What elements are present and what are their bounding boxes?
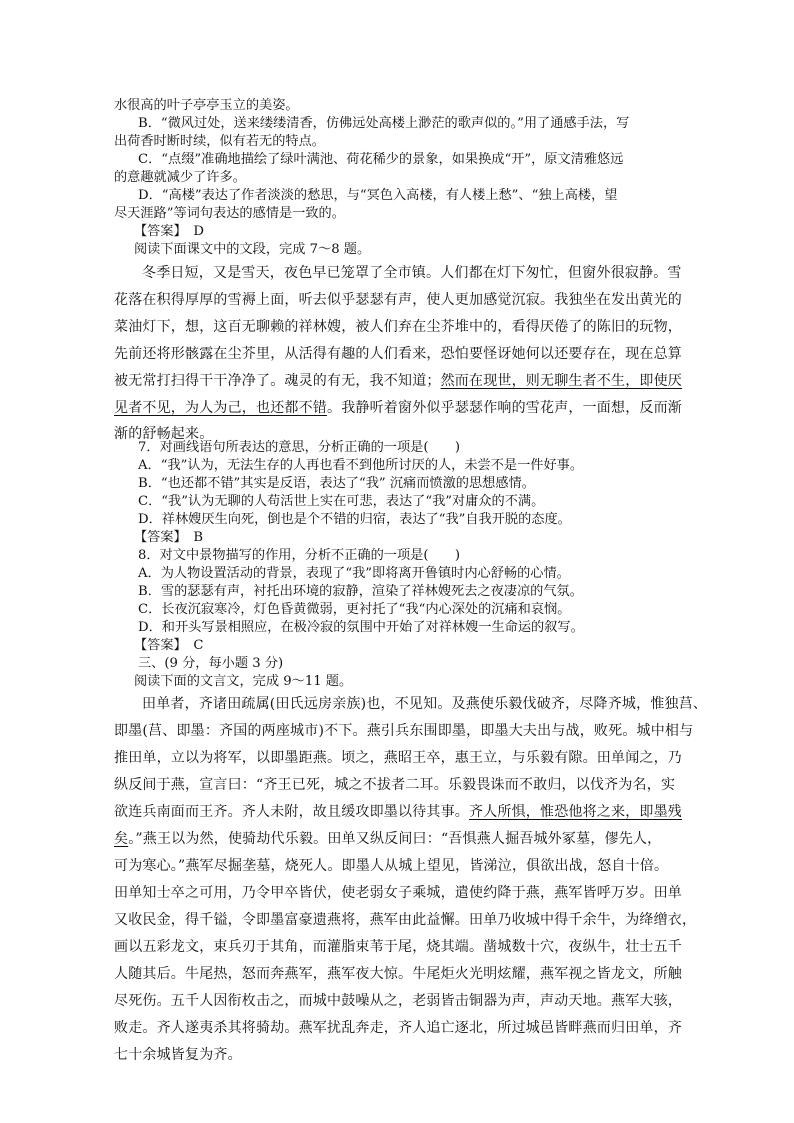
section3-intro: 阅读下面的文言文，完成 9～11 题。: [134, 674, 353, 689]
passage1-line: [114, 368, 682, 394]
classical-text-line: 田单知士卒之可用，乃令甲卒皆伏，使老弱女子乘城，遣使约降于燕，燕军皆呼万岁。田单: [114, 885, 682, 901]
q6-answer: 【答案】 D: [134, 224, 204, 239]
passage1-line: 菜油灯下，想，这百无聊赖的祥林嫂，被人们弃在尘芥堆中的，看得厌倦了的陈旧的玩物，: [114, 319, 682, 335]
q6-option-c: C．“点缀”准确地描绘了绿叶满池、荷花稀少的景象，如果换成“开”，原文清雅悠远: [138, 152, 624, 167]
q7-option-d: D．祥林嫂厌生向死，倒也是个不错的归宿，表达了“我”自我开脱的态度。: [138, 512, 571, 527]
q8-answer: 【答案】 C: [134, 638, 204, 653]
q6-option-b: B．“微风过处，送来缕缕清香，仿佛远处高楼上渺茫的歌声似的。”用了通感手法，写: [138, 116, 630, 131]
q6-option-d: D．“高楼”表达了作者淡淡的愁思，与“冥色入高楼，有人楼上愁”、“独上高楼，望: [138, 188, 618, 203]
q8-option-b: B．雪的瑟瑟有声，衬托出环境的寂静，渲染了祥林嫂死去之夜凄凉的气氛。: [138, 584, 583, 599]
underlined-sentence: 齐人所惧，惟恐他将之来，即墨残: [469, 804, 682, 820]
section3-heading: 三、(9 分，每小题 3 分): [138, 656, 284, 671]
classical-text-line: [114, 799, 682, 825]
underlined-sentence: 矣: [114, 831, 129, 847]
q7-option-c: C．“我”认为无聊的人苟活世上实在可悲，表达了“我”对庸众的不满。: [138, 494, 545, 509]
q7-stem: 7．对画线语句所表达的意思，分析正确的一项是( ): [138, 440, 460, 455]
q6-option-a-continuation: 水很高的叶子亭亭玉立的美姿。: [114, 98, 299, 113]
underlined-sentence: 然而在现世，则无聊生者不生，即使厌: [440, 373, 683, 389]
passage1-line: 先前还将形骸露在尘芥里，从活得有趣的人们看来，恐怕要怪讶她何以还要存在，现在总算: [114, 346, 682, 362]
classical-text-line: 田单者，齐诸田疏属(田氏远房亲族)也，不见知。及燕使乐毅伐破齐，尽降齐城，惟独莒、: [142, 696, 708, 712]
passage1-line: [114, 395, 682, 421]
classical-text-line: 画以五彩龙文，束兵刃于其角，而灌脂束苇于尾，烧其端。凿城数十穴，夜纵牛，壮士五千: [114, 939, 682, 955]
q6-option-b-cont: 出荷香时断时续，似有若无的特点。: [114, 134, 325, 149]
passage1-line: 冬季日短，又是雪天，夜色早已笼罩了全市镇。人们都在灯下匆忙，但窗外很寂静。雪: [142, 265, 682, 281]
classical-text-line: 败走。齐人遂夷杀其将骑劫。燕军扰乱奔走，齐人追亡逐北，所过城邑皆畔燕而归田单，齐: [114, 1020, 682, 1036]
q8-option-d: D．和开头写景相照应，在极冷寂的氛围中开始了对祥林嫂一生命运的叙写。: [138, 620, 584, 635]
classical-text-line: 可为寒心。”燕军尽掘垄墓，烧死人。即墨人从城上望见，皆涕泣，俱欲出战，怒自十倍。: [114, 858, 669, 874]
q8-stem: 8．对文中景物描写的作用，分析不正确的一项是( ): [138, 548, 460, 563]
q8-option-c: C．长夜沉寂寒冷，灯色昏黄微弱，更衬托了“我“内心深处的沉痛和哀悯。: [138, 602, 571, 617]
passage1-line: 渐的舒畅起来。: [114, 426, 214, 442]
q8-option-a: A．为人物设置活动的背景，表现了“我”即将离开鲁镇时内心舒畅的心情。: [138, 566, 570, 581]
reading1-intro: 阅读下面课文中的文段，完成 7～8 题。: [134, 242, 371, 257]
passage1-text: 被无常打扫得干干净净了。魂灵的有无，我不知道；: [114, 373, 441, 389]
q7-option-a: A．“我”认为，无法生存的人再也看不到他所讨厌的人，未尝不是一件好事。: [138, 458, 584, 473]
underlined-sentence: 见者不见，为人为己，也还都不错: [114, 400, 327, 416]
q7-answer: 【答案】 B: [134, 530, 204, 545]
classical-text-line: 又收民金，得千镒，令即墨富豪遗燕将，燕军由此益懈。田单乃收城中得千余牛，为绛缯衣，: [114, 912, 697, 928]
classical-text-line: 纵反间于燕，宣言曰：“齐王已死，城之不拔者二耳。乐毅畏诛而不敢归，以伐齐为名，实: [114, 777, 676, 793]
classical-text-line: 推田单，立以为将军，以即墨距燕。顷之，燕昭王卒，惠王立，与乐毅有隙。田单闻之，乃: [114, 750, 682, 766]
classical-text: 。”燕王以为然，使骑劫代乐毅。田单又纵反间曰：“吾惧燕人掘吾城外冢墓，僇先人，: [128, 831, 662, 847]
classical-text-line: 七十余城皆复为齐。: [114, 1047, 242, 1063]
passage1-line: 花落在积得厚厚的雪褥上面，听去似乎瑟瑟有声，使人更加感觉沉寂。我独坐在发出黄光的: [114, 292, 682, 308]
passage1-text: 。我静听着窗外似乎瑟瑟作响的雪花声，一面想，反而渐: [327, 400, 682, 416]
classical-text-line: 即墨(莒、即墨：齐国的两座城市)不下。燕引兵东围即墨，即墨大夫出与战，败死。城中相与: [114, 723, 694, 739]
q7-option-b: B．“也还都不错”其实是反语，表达了“我” 沉痛而愤激的思想感情。: [138, 476, 535, 491]
classical-text: 欲连兵南面而王齐。齐人未附，故且缓攻即墨以待其事。: [114, 804, 469, 820]
q6-option-c-cont: 的意趣就减少了许多。: [114, 170, 246, 185]
classical-text-line: [114, 826, 661, 852]
q6-option-d-cont: 尽天涯路”等词句表达的感情是一致的。: [114, 206, 345, 221]
classical-text-line: 人随其后。牛尾热，怒而奔燕军，燕军夜大惊。牛尾炬火光明炫耀，燕军视之皆龙文，所触: [114, 966, 682, 982]
classical-text-line: 尽死伤。五千人因衔枚击之，而城中鼓噪从之，老弱皆击铜器为声，声动天地。燕军大骇，: [114, 993, 682, 1009]
